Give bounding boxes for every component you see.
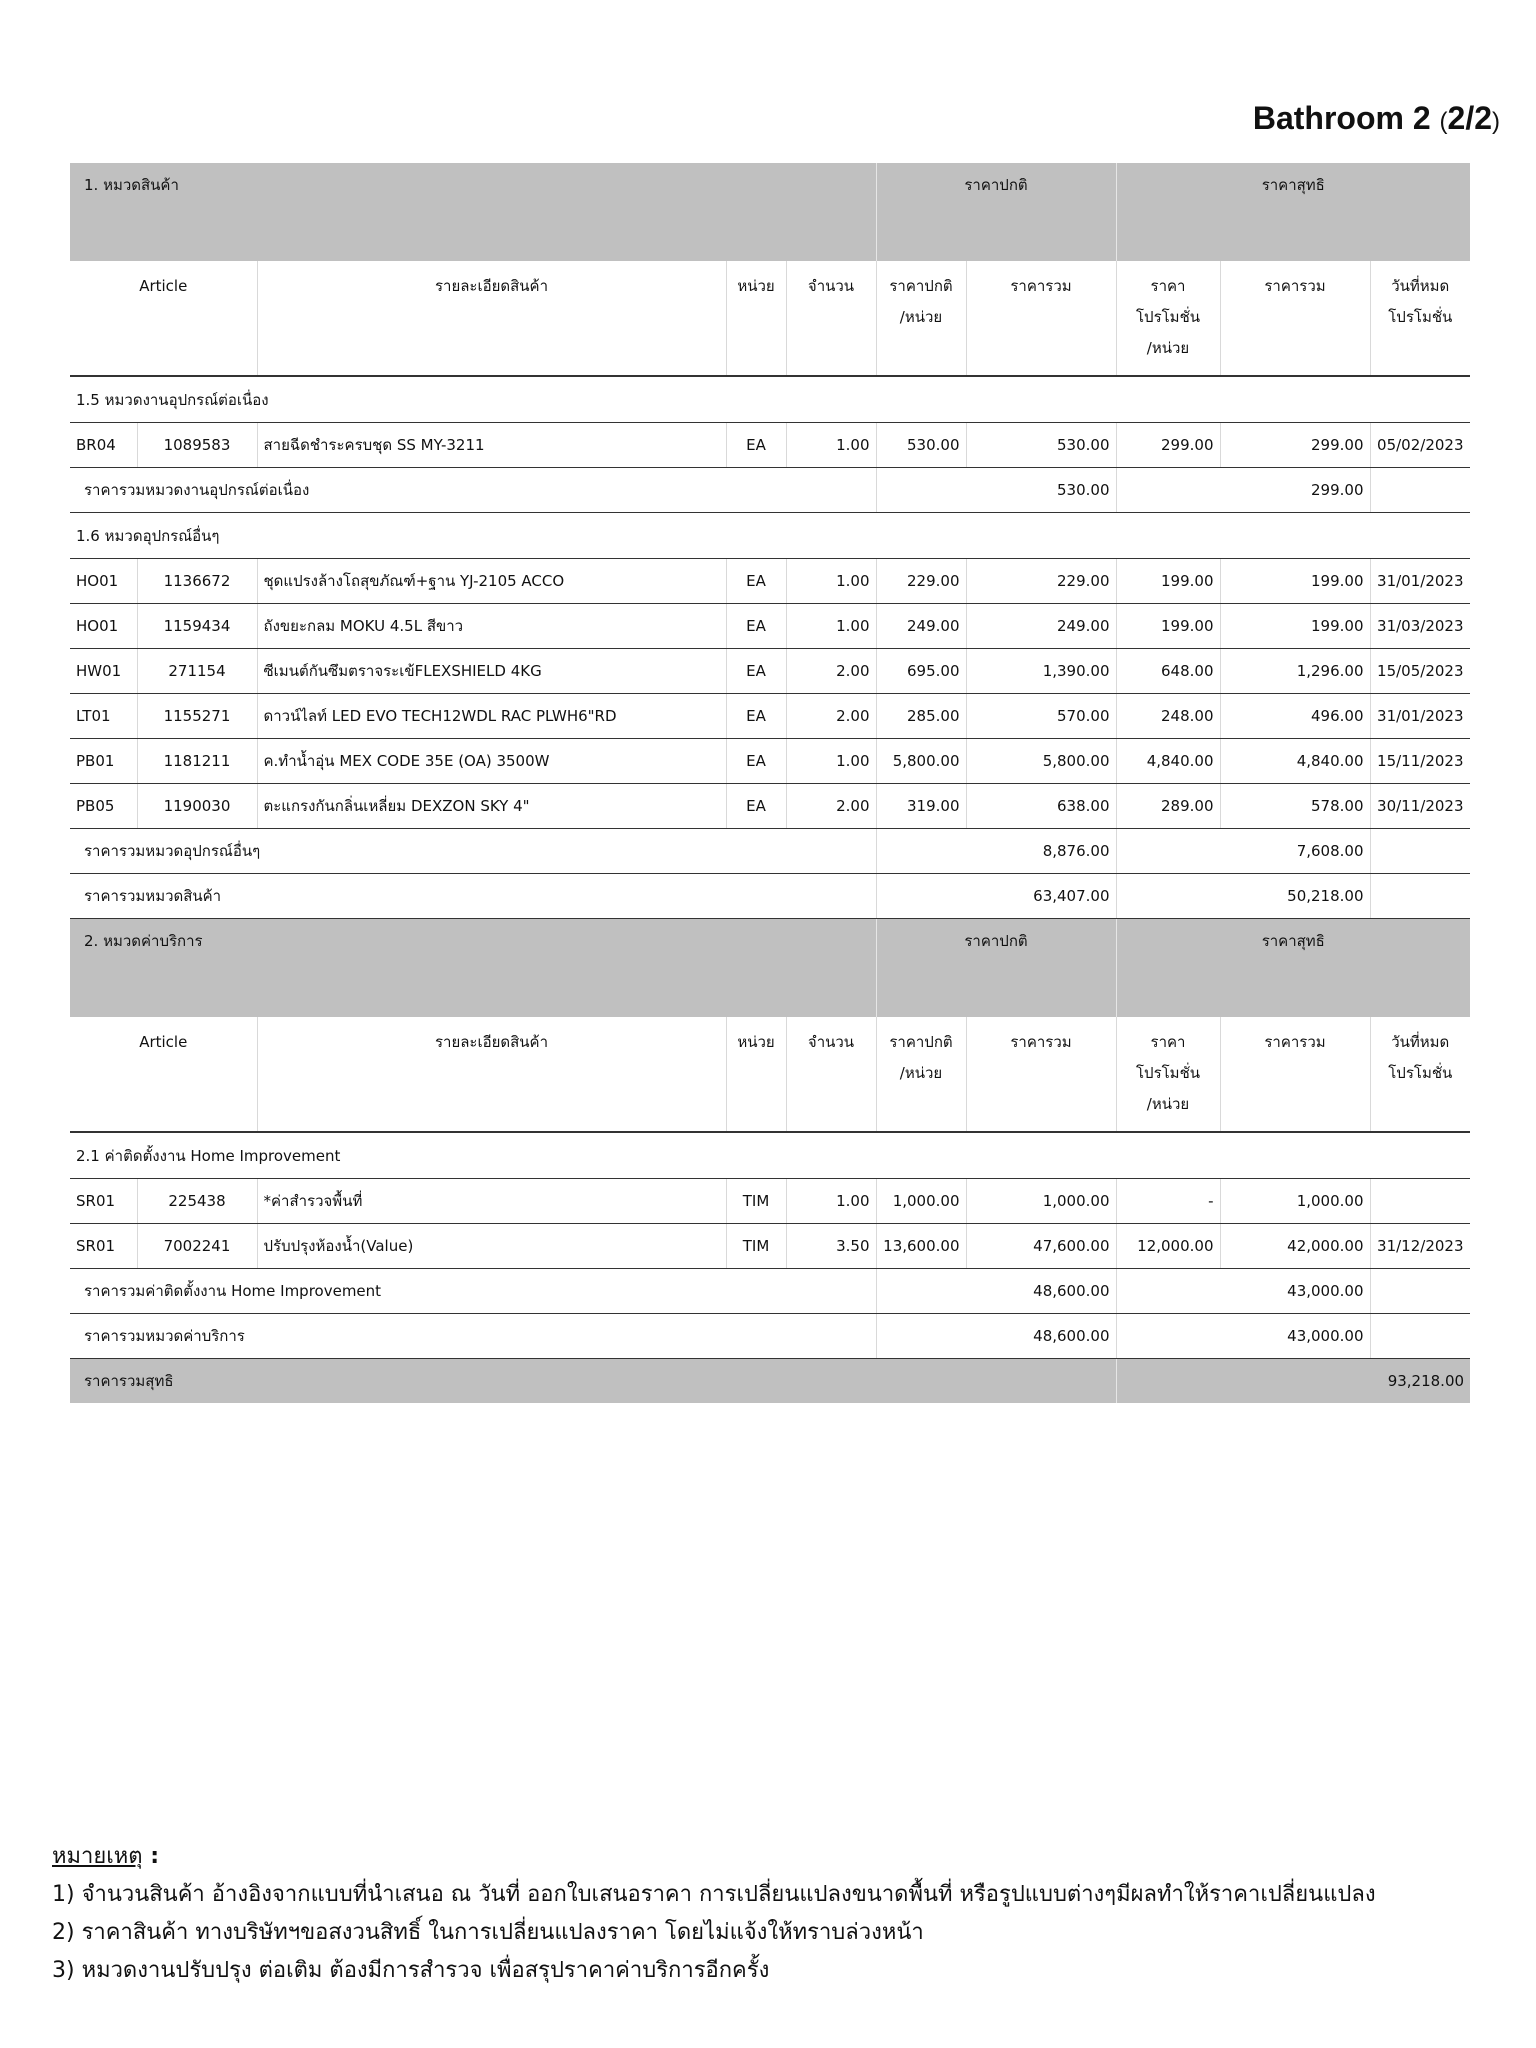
item-unit: EA [726, 739, 786, 784]
item-promo-price: 248.00 [1116, 694, 1220, 739]
group-subtotal-row [70, 1269, 1470, 1314]
section-header-row [70, 919, 1470, 1018]
item-promo-expiry: 31/01/2023 [1370, 559, 1470, 604]
item-net-total: 199.00 [1220, 559, 1370, 604]
col-expiry-line1: วันที่หมด [1391, 1033, 1450, 1051]
group-header-row [70, 1132, 1470, 1179]
item-unit-price: 285.00 [876, 694, 966, 739]
col-promo-line3: /หน่วย [1146, 1095, 1190, 1113]
group-title: 1.6 หมวดอุปกรณ์อื่นๆ [70, 513, 1470, 559]
item-promo-expiry: 31/12/2023 [1370, 1224, 1470, 1269]
col-expiry-line2: โปรโมชั่น [1388, 1064, 1453, 1082]
item-unit: EA [726, 784, 786, 829]
table-row [70, 649, 1470, 694]
notes-section [52, 1838, 1492, 1990]
col-promo-expiry [1370, 261, 1470, 376]
group-subtotal-regular: 530.00 [876, 468, 1116, 513]
col-unit-price-line2: /หน่วย [899, 308, 943, 326]
col-unit-price [876, 1017, 966, 1132]
column-header-row [70, 261, 1470, 376]
item-code: PB05 [70, 784, 137, 829]
item-description: ดาวน์ไลท์ LED EVO TECH12WDL RAC PLWH6"RD [257, 694, 726, 739]
group-subtotal-empty [1370, 468, 1470, 513]
note-line-2: 2) ราคาสินค้า ทางบริษัทฯขอสงวนสิทธิ์ ในการเปลี่ยนแปลงราคา โดยไม่แจ้งให้ทราบล่วงหน้า [52, 1920, 924, 1945]
item-promo-price: 199.00 [1116, 604, 1220, 649]
quotation-table [70, 163, 1470, 1403]
item-code: HO01 [70, 559, 137, 604]
item-total: 1,000.00 [966, 1179, 1116, 1224]
table-row [70, 604, 1470, 649]
group-subtotal-net: 299.00 [1116, 468, 1370, 513]
group-subtotal-net: 7,608.00 [1116, 829, 1370, 874]
col-promo-line3: /หน่วย [1146, 339, 1190, 357]
item-article: 271154 [137, 649, 257, 694]
col-promo-price [1116, 261, 1220, 376]
group-header-row [70, 513, 1470, 559]
group-subtotal-label: ราคารวมหมวดอุปกรณ์อื่นๆ [70, 829, 876, 874]
item-promo-price: 4,840.00 [1116, 739, 1220, 784]
item-promo-expiry: 30/11/2023 [1370, 784, 1470, 829]
note-line-1: 1) จำนวนสินค้า อ้างอิงจากแบบที่นำเสนอ ณ วันที่ ออกใบเสนอราคา การเปลี่ยนแปลงขนาดพื้นที่ หรือรูปแบบต่างๆมีผลทำให้ราคาเปลี่ยนแปลง [52, 1882, 1376, 1907]
item-promo-price: 299.00 [1116, 423, 1220, 468]
item-unit-price: 249.00 [876, 604, 966, 649]
item-total: 570.00 [966, 694, 1116, 739]
table-row [70, 784, 1470, 829]
item-promo-price: 648.00 [1116, 649, 1220, 694]
item-description: ชุดแปรงล้างโถสุขภัณฑ์+ฐาน YJ-2105 ACCO [257, 559, 726, 604]
group-subtotal-net: 43,000.00 [1116, 1269, 1370, 1314]
group-subtotal-empty [1370, 1269, 1470, 1314]
item-net-total: 4,840.00 [1220, 739, 1370, 784]
item-unit: TIM [726, 1179, 786, 1224]
group-title: 2.1 ค่าติดตั้งงาน Home Improvement [70, 1132, 1470, 1179]
group-subtotal-empty [1370, 829, 1470, 874]
note-line-3: 3) หมวดงานปรับปรุง ต่อเติม ต้องมีการสำรวจ เพื่อสรุปราคาค่าบริการอีกครั้ง [52, 1958, 770, 1983]
page-title [1253, 100, 1500, 137]
item-unit-price: 319.00 [876, 784, 966, 829]
page-title-main: Bathroom 2 [1252, 100, 1431, 136]
col-unit: หน่วย [726, 261, 786, 376]
table-row [70, 423, 1470, 468]
item-total: 1,390.00 [966, 649, 1116, 694]
group-subtotal-row [70, 468, 1470, 513]
col-article: Article [70, 261, 257, 376]
item-article: 7002241 [137, 1224, 257, 1269]
item-net-total: 578.00 [1220, 784, 1370, 829]
item-code: SR01 [70, 1179, 137, 1224]
item-unit: EA [726, 604, 786, 649]
group-subtotal-row [70, 829, 1470, 874]
item-article: 1159434 [137, 604, 257, 649]
item-total: 249.00 [966, 604, 1116, 649]
col-unit: หน่วย [726, 1017, 786, 1132]
col-promo-expiry [1370, 1017, 1470, 1132]
item-total: 638.00 [966, 784, 1116, 829]
item-total: 229.00 [966, 559, 1116, 604]
item-description: ตะแกรงกันกลิ่นเหลี่ยม DEXZON SKY 4" [257, 784, 726, 829]
group-title: 1.5 หมวดงานอุปกรณ์ต่อเนื่อง [70, 376, 1470, 423]
section-total-net: 43,000.00 [1116, 1314, 1370, 1359]
item-net-total: 199.00 [1220, 604, 1370, 649]
item-description: ถังขยะกลม MOKU 4.5L สีขาว [257, 604, 726, 649]
item-net-total: 1,296.00 [1220, 649, 1370, 694]
group-header-row [70, 376, 1470, 423]
item-net-total: 42,000.00 [1220, 1224, 1370, 1269]
group-subtotal-label: ราคารวมค่าติดตั้งงาน Home Improvement [70, 1269, 876, 1314]
net-price-header: ราคาสุทธิ [1116, 163, 1470, 261]
notes-heading-colon: : [142, 1844, 160, 1869]
section-total-net: 50,218.00 [1116, 874, 1370, 919]
col-total: ราคารวม [966, 1017, 1116, 1132]
item-promo-expiry: 31/03/2023 [1370, 604, 1470, 649]
group-subtotal-label: ราคารวมหมวดงานอุปกรณ์ต่อเนื่อง [70, 468, 876, 513]
item-article: 225438 [137, 1179, 257, 1224]
item-unit: EA [726, 694, 786, 739]
item-unit-price: 530.00 [876, 423, 966, 468]
col-promo-line1: ราคา [1150, 277, 1186, 295]
table-row [70, 1224, 1470, 1269]
col-unit-price-line1: ราคาปกติ [889, 1033, 953, 1051]
section-total-label: ราคารวมหมวดสินค้า [70, 874, 876, 919]
item-total: 5,800.00 [966, 739, 1116, 784]
item-code: LT01 [70, 694, 137, 739]
col-expiry-line2: โปรโมชั่น [1388, 308, 1453, 326]
item-article: 1181211 [137, 739, 257, 784]
item-code: PB01 [70, 739, 137, 784]
item-unit-price: 229.00 [876, 559, 966, 604]
item-quantity: 3.50 [786, 1224, 876, 1269]
group-subtotal-regular: 48,600.00 [876, 1269, 1116, 1314]
item-net-total: 496.00 [1220, 694, 1370, 739]
section-title: 1. หมวดสินค้า [70, 163, 876, 261]
item-quantity: 2.00 [786, 694, 876, 739]
item-promo-expiry: 31/01/2023 [1370, 694, 1470, 739]
item-unit-price: 13,600.00 [876, 1224, 966, 1269]
item-unit-price: 5,800.00 [876, 739, 966, 784]
item-promo-expiry [1370, 1179, 1470, 1224]
col-net-total: ราคารวม [1220, 1017, 1370, 1132]
col-promo-line1: ราคา [1150, 1033, 1186, 1051]
item-unit: EA [726, 649, 786, 694]
col-promo-line2: โปรโมชั่น [1135, 308, 1200, 326]
page-title-paren-close: ) [1492, 108, 1500, 135]
table-row [70, 694, 1470, 739]
item-unit-price: 695.00 [876, 649, 966, 694]
grand-total-label: ราคารวมสุทธิ [70, 1359, 1116, 1404]
item-promo-price: 199.00 [1116, 559, 1220, 604]
col-quantity: จำนวน [786, 1017, 876, 1132]
col-net-total: ราคารวม [1220, 261, 1370, 376]
col-quantity: จำนวน [786, 261, 876, 376]
column-header-row [70, 1017, 1470, 1132]
item-net-total: 299.00 [1220, 423, 1370, 468]
section-title: 2. หมวดค่าบริการ [70, 919, 876, 1018]
item-promo-price: - [1116, 1179, 1220, 1224]
page-title-paren-open: ( [1439, 108, 1448, 135]
col-promo-price [1116, 1017, 1220, 1132]
col-total: ราคารวม [966, 261, 1116, 376]
item-article: 1155271 [137, 694, 257, 739]
net-price-header: ราคาสุทธิ [1116, 919, 1470, 1018]
table-row [70, 1179, 1470, 1224]
section-total-row [70, 1314, 1470, 1359]
item-promo-expiry: 05/02/2023 [1370, 423, 1470, 468]
item-description: ค.ทำน้ำอุ่น MEX CODE 35E (OA) 3500W [257, 739, 726, 784]
group-subtotal-regular: 8,876.00 [876, 829, 1116, 874]
col-description: รายละเอียดสินค้า [257, 261, 726, 376]
col-promo-line2: โปรโมชั่น [1135, 1064, 1200, 1082]
section-total-empty [1370, 874, 1470, 919]
item-description: *ค่าสำรวจพื้นที่ [257, 1179, 726, 1224]
section-header-row [70, 163, 1470, 261]
item-quantity: 1.00 [786, 1179, 876, 1224]
col-expiry-line1: วันที่หมด [1391, 277, 1450, 295]
item-total: 530.00 [966, 423, 1116, 468]
item-quantity: 2.00 [786, 649, 876, 694]
item-unit: TIM [726, 1224, 786, 1269]
item-quantity: 2.00 [786, 784, 876, 829]
item-description: ปรับปรุงห้องน้ำ(Value) [257, 1224, 726, 1269]
item-unit: EA [726, 423, 786, 468]
col-unit-price-line2: /หน่วย [899, 1064, 943, 1082]
grand-total-value: 93,218.00 [1116, 1359, 1470, 1404]
item-promo-expiry: 15/05/2023 [1370, 649, 1470, 694]
table-row [70, 739, 1470, 784]
item-code: HO01 [70, 604, 137, 649]
regular-price-header: ราคาปกติ [876, 919, 1116, 1018]
col-unit-price [876, 261, 966, 376]
section-total-label: ราคารวมหมวดค่าบริการ [70, 1314, 876, 1359]
item-quantity: 1.00 [786, 559, 876, 604]
item-quantity: 1.00 [786, 604, 876, 649]
col-unit-price-line1: ราคาปกติ [889, 277, 953, 295]
item-quantity: 1.00 [786, 423, 876, 468]
item-net-total: 1,000.00 [1220, 1179, 1370, 1224]
section-total-regular: 48,600.00 [876, 1314, 1116, 1359]
regular-price-header: ราคาปกติ [876, 163, 1116, 261]
col-article: Article [70, 1017, 257, 1132]
item-code: BR04 [70, 423, 137, 468]
notes-heading: หมายเหตุ [52, 1844, 143, 1869]
section-total-empty [1370, 1314, 1470, 1359]
col-description: รายละเอียดสินค้า [257, 1017, 726, 1132]
item-description: ซีเมนต์กันซึมตราจระเข้FLEXSHIELD 4KG [257, 649, 726, 694]
item-promo-price: 12,000.00 [1116, 1224, 1220, 1269]
page-number: 2/2 [1447, 100, 1492, 136]
item-code: SR01 [70, 1224, 137, 1269]
item-promo-price: 289.00 [1116, 784, 1220, 829]
grand-total-row [70, 1359, 1470, 1404]
item-article: 1190030 [137, 784, 257, 829]
item-unit: EA [726, 559, 786, 604]
item-description: สายฉีดชำระครบชุด SS MY-3211 [257, 423, 726, 468]
section-total-regular: 63,407.00 [876, 874, 1116, 919]
item-quantity: 1.00 [786, 739, 876, 784]
table-row [70, 559, 1470, 604]
item-article: 1136672 [137, 559, 257, 604]
item-total: 47,600.00 [966, 1224, 1116, 1269]
item-article: 1089583 [137, 423, 257, 468]
item-unit-price: 1,000.00 [876, 1179, 966, 1224]
item-promo-expiry: 15/11/2023 [1370, 739, 1470, 784]
section-total-row [70, 874, 1470, 919]
item-code: HW01 [70, 649, 137, 694]
